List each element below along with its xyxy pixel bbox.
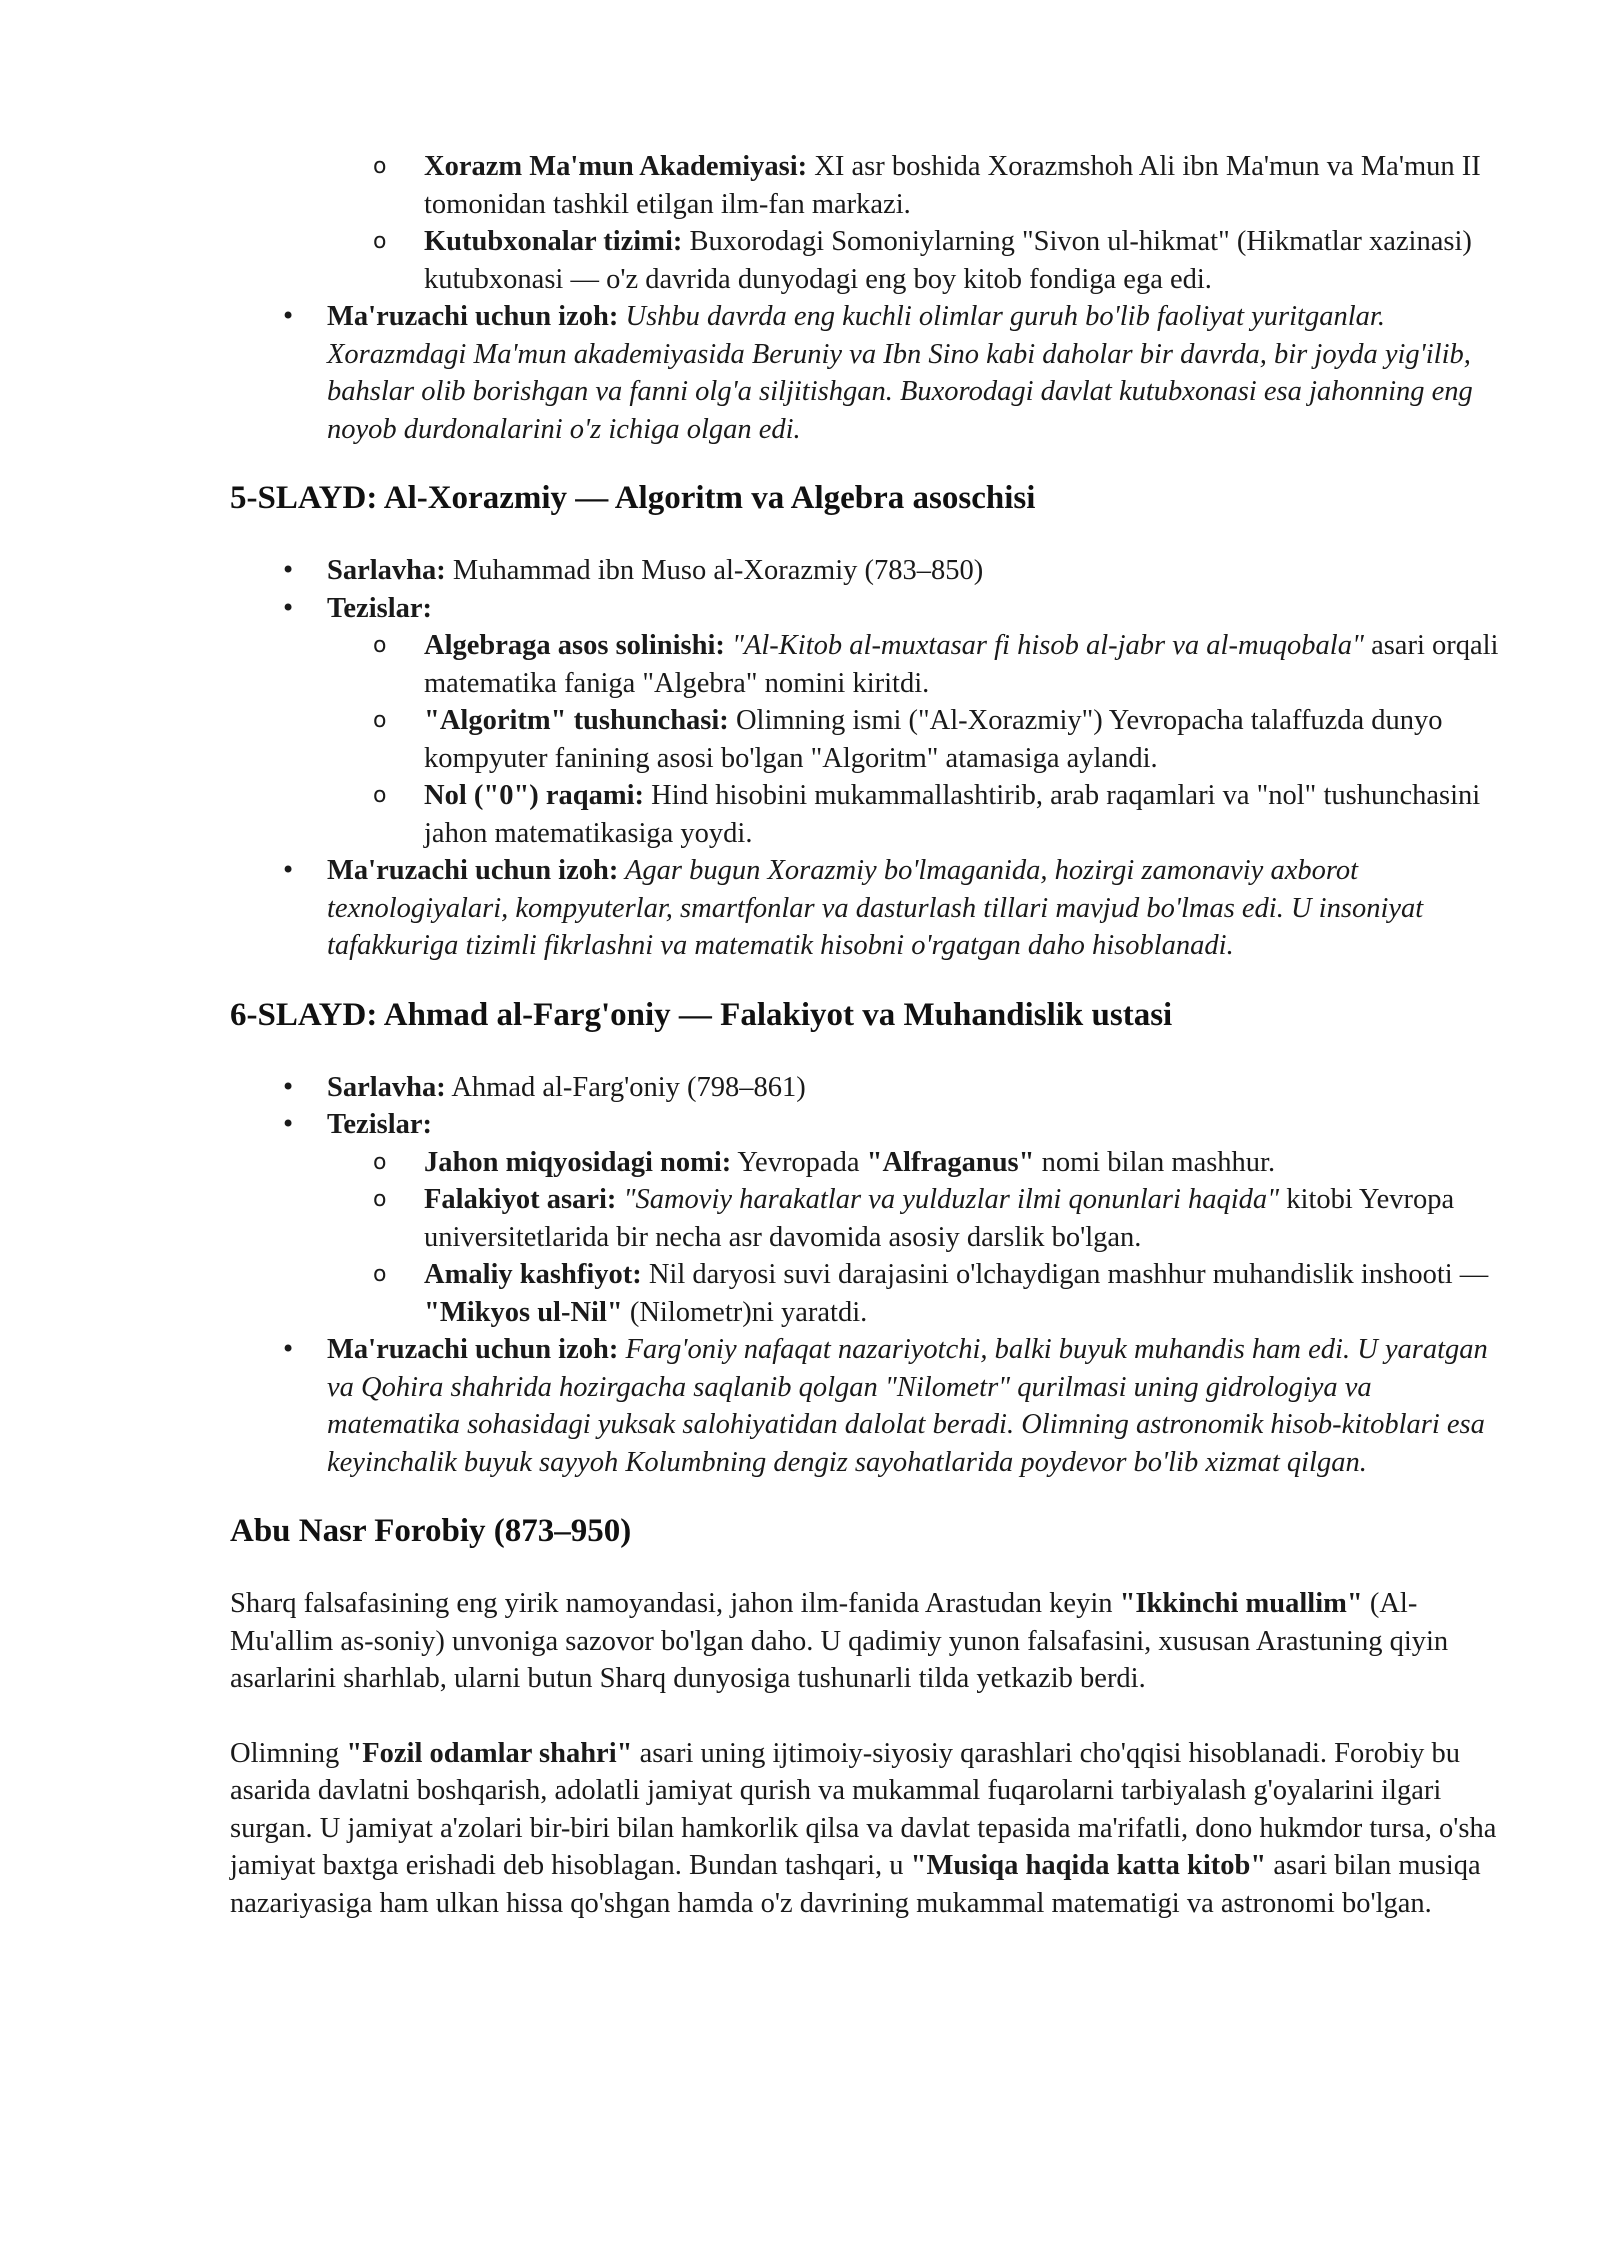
list-item: • Sarlavha: Ahmad al-Farg'oniy (798–861) [230,1069,1500,1107]
list-item: • Sarlavha: Muhammad ibn Muso al-Xorazmiy (783–850) [230,552,1500,590]
farabi-heading: Abu Nasr Forobiy (873–950) [230,1513,632,1549]
slide5-list [230,552,1500,965]
farabi-paragraph-1: Sharq falsafasining eng yirik namoyandasi, jahon ilm-fanida Arastudan keyin "Ikkinchi muallim" (Al-Mu'allim as-soniy) unvoniga sazovor bo'lgan daho. U qadimiy yunon falsafasini, xususan Arastuning qiyin asarlarini sharhlab, ularni butun Sharq dunyosiga tushunarli tilda yetkazib berdi. [230,1588,1449,1694]
speaker-note: • Ma'ruzachi uchun izoh: Agar bugun Xorazmiy bo'lmaganida, hozirgi zamonaviy axborot texnologiyalari, kompyuterlar, smartfonlar va dasturlash tillari mavjud bo'lmas edi. U insoniyat tafakkuriga tizimli fikrlashni va matematik hisobni o'rgatgan daho hisoblanadi. [230,852,1500,965]
slide6-heading: 6-SLAYD: Ahmad al-Farg'oniy — Falakiyot va Muhandislik ustasi [230,996,1173,1033]
list-item: • Tezislar: o Jahon miqyosidagi nomi: Yevropada "Alfraganus" nomi bilan mashhur. o Falakiyot asari: "Samoviy harakatlar va yulduzlar ilmi qonunlari haqida" kitobi Yevropa universitetlarida bir necha asr davomida asosiy darslik bo'lgan. o Amaliy kashfiyot: Nil daryosi suvi darajasini o'lchaydigan mashhur muhandislik inshooti — "Mikyos ul-Nil" (Nilometr)ni yaratdi. [230,1106,1500,1331]
list-item: o Jahon miqyosidagi nomi: Yevropada "Alfraganus" nomi bilan mashhur. [327,1144,1500,1182]
list-item: o Falakiyot asari: "Samoviy harakatlar va yulduzlar ilmi qonunlari haqida" kitobi Yevropa universitetlarida bir necha asr davomida asosiy darslik bo'lgan. [327,1181,1500,1256]
farabi-paragraph-2: Olimning "Fozil odamlar shahri" asari uning ijtimoiy-siyosiy qarashlari cho'qqisi hisoblanadi. Forobiy bu asarida davlatni boshqarish, adolatli jamiyat qurish va mukammal fuqarolarni tarbiyalash g'oyalarini ilgari surgan. U jamiyat a'zolari bir-biri bilan hamkorlik qilsa va davlat tepasida ma'rifatli, dono hukmdor tursa, o'sha jamiyat baxtga erishadi deb hisoblagan. Bundan tashqari, u "Musiqa haqida katta kitob" asari bilan musiqa nazariyasiga ham ulkan hissa qo'shgan hamda o'z davrining mukammal matematigi va astronomi bo'lgan. [230,1737,1497,1919]
top-note-list [230,298,1500,448]
list-item: o Kutubxonalar tizimi: Buxorodagi Somoniylarning "Sivon ul-hikmat" (Hikmatlar xazinasi) kutubxonasi — o'z davrida dunyodagi eng boy kitob fondiga ega edi. [230,223,1500,298]
slide5-heading: 5-SLAYD: Al-Xorazmiy — Algoritm va Algebra asoschisi [230,480,1036,516]
list-item: • Tezislar: o Algebraga asos solinishi: "Al-Kitob al-muxtasar fi hisob al-jabr va al-muqobala" asari orqali matematika faniga "Algebra" nomini kiritdi. o "Algoritm" tushunchasi: Olimning ismi ("Al-Xorazmiy") Yevropacha talaffuzda dunyo kompyuter fanining asosi bo'lgan "Algoritm" atamasiga aylandi. o Nol ("0") raqami: Hind hisobini mukammallashtirib, arab raqamlari va "nol" tushunchasini jahon matematikasiga yoydi. [230,590,1500,853]
list-item: o Amaliy kashfiyot: Nil daryosi suvi darajasini o'lchaydigan mashhur muhandislik inshooti — "Mikyos ul-Nil" (Nilometr)ni yaratdi. [327,1256,1500,1331]
list-item: o Nol ("0") raqami: Hind hisobini mukammallashtirib, arab raqamlari va "nol" tushunchasini jahon matematikasiga yoydi. [327,777,1500,852]
list-item: o Xorazm Ma'mun Akademiyasi: XI asr boshida Xorazmshoh Ali ibn Ma'mun va Ma'mun II tomonidan tashkil etilgan ilm-fan markazi. [230,148,1500,223]
slide5-theses [230,627,1500,852]
speaker-note: • Ma'ruzachi uchun izoh: Ushbu davrda eng kuchli olimlar guruh bo'lib faoliyat yuritganlar. Xorazmdagi Ma'mun akademiyasida Beruniy va Ibn Sino kabi daholar bir davrda, bir joyda yig'ilib, bahslar olib borishgan va fanni olg'a siljitishgan. Buxorodagi davlat kutubxonasi esa jahonning eng noyob durdonalarini o'z ichiga olgan edi. [230,298,1500,448]
academies-sublist [230,148,1500,298]
slide6-list [230,1069,1500,1482]
document-page [230,148,1500,1922]
list-item: o "Algoritm" tushunchasi: Olimning ismi ("Al-Xorazmiy") Yevropacha talaffuzda dunyo kompyuter fanining asosi bo'lgan "Algoritm" atamasiga aylandi. [327,702,1500,777]
slide6-theses [230,1144,1500,1332]
list-item: o Algebraga asos solinishi: "Al-Kitob al-muxtasar fi hisob al-jabr va al-muqobala" asari orqali matematika faniga "Algebra" nomini kiritdi. [327,627,1500,702]
speaker-note: • Ma'ruzachi uchun izoh: Farg'oniy nafaqat nazariyotchi, balki buyuk muhandis ham edi. U yaratgan va Qohira shahrida hozirgacha saqlanib qolgan "Nilometr" qurilmasi uning gidrologiya va matematika sohasidagi yuksak salohiyatidan dalolat beradi. Olimning astronomik hisob-kitoblari esa keyinchalik buyuk sayyoh Kolumbning dengiz sayohatlarida poydevor bo'lib xizmat qilgan. [230,1331,1500,1481]
